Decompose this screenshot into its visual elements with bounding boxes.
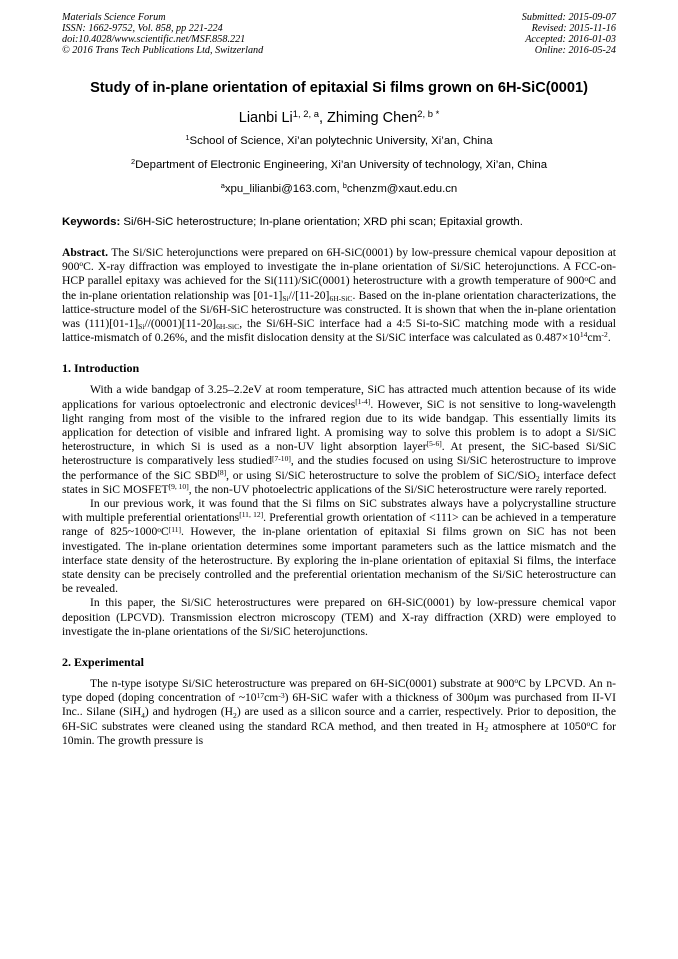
subscript: 6H-SiC — [329, 293, 353, 303]
superscript: -2 — [601, 330, 608, 340]
author-separator: , — [318, 110, 327, 126]
citation: [11, 12] — [239, 510, 264, 520]
paragraph-text: The n-type isotype Si/SiC heterostructure was prepared on 6H-SiC(0001) substrate at 900 — [90, 677, 515, 691]
intro-paragraph — [62, 497, 616, 596]
superscript: 14 — [579, 330, 588, 340]
paragraph-text: . At present, the SiC-based Si/SiC heterostructure is comparatively less studied — [62, 440, 616, 468]
superscript: o — [79, 259, 84, 269]
intro-paragraph: In this paper, the Si/SiC heterostructures were prepared on 6H-SiC(0001) by low-pressure chemical vapor deposition (LPCVD). Transmission electron microscopy (TEM) and X-ray diffraction (XRD) were employed to investigate the in-plane orientations of the Si/SiC heterojunctions. — [62, 596, 616, 638]
author-list — [62, 110, 616, 127]
subscript: Si — [282, 293, 289, 303]
paragraph-text: ) and hydrogen (H — [144, 705, 234, 719]
paragraph-text: With a wide bandgap of 3.25–2.2eV at room temperature, SiC has attracted much attention because of its wide applications for various optoelectronic and electronic devices — [62, 383, 616, 411]
journal-header — [62, 12, 616, 56]
journal-info — [62, 12, 263, 56]
citation: [8] — [217, 467, 227, 477]
date-online: Online: 2016-05-24 — [534, 45, 616, 56]
paragraph-text: In our previous work, it was found that the Si films on SiC substrates always have a polycrystalline structure with multiple preferential orientations — [62, 497, 616, 525]
email-text: xpu_lilianbi@163.com, — [224, 183, 343, 195]
date-revised: Revised: 2015-11-16 — [531, 23, 616, 34]
paragraph-text: . However, the in-plane orientation of epitaxial Si films grown on SiC has not been investigated. The in-plane orientation determines some important parameters such as the lattice mismatch and the interface state density of the heterostructure. By exploring the in-plane orientation of epitaxial Si films, the interface state density can be precisely controlled and the preferential orientation mechanism of the Si/SiC heterostructure can be revealed. — [62, 525, 616, 596]
abstract — [62, 246, 616, 345]
email-marker: b — [342, 181, 347, 191]
abstract-text: C. X-ray diffraction was employed to investigate the in-plane orientation of Si/SiC heterojunctions. A FCC-on-HCP parallel epitaxy was achieved for the Si(111)/SiC(0001) heterostructure with a growth temperature of 900 — [62, 260, 616, 288]
citation: [11] — [168, 524, 182, 534]
abstract-text: . — [607, 331, 611, 345]
keywords-text: Si/6H-SiC heterostructure; In-plane orientation; XRD phi scan; Epitaxial growth. — [120, 216, 523, 228]
abstract-text: C and the in-plane orientation relationship was [01-1] — [62, 274, 617, 302]
paragraph-text: . However, SiC is not sensitive to long-wavelength light ranging from most of the visible to the infrared region due to its wide bandgap. This essentially limits its application for detection of visible and infrared light. A promising way to solve this problem is to adopt a Si/SiC heterostructure, in which Si is used as a non-UV light absorption layer — [62, 397, 616, 454]
author-affiliation-marker: 1, 2, a — [292, 108, 319, 120]
subscript: 2 — [484, 724, 489, 734]
abstract-text: . Based on the in-plane orientation characterizations, the lattice-structure model of the Si/6H-SiC heterostructure was constructed. It is shown that when the in-plane orientation was (111)[01-1] — [62, 288, 616, 331]
paragraph-text: ) 6H-SiC wafer with a thickness of 300μm was purchased from II-VI Inc.. Silane (SiH — [62, 691, 617, 719]
abstract-text: , the Si/6H-SiC interface had a 4:5 Si-to-SiC matching mode with a residual lattice-mismatch of 0.26%, and the misfit dislocation density at the Si/SiC interface was calculated as 0.487×10 — [62, 317, 616, 345]
superscript: o — [514, 676, 519, 686]
section-heading-experimental: 2. Experimental — [62, 655, 144, 670]
paragraph-text: cm — [264, 691, 279, 705]
affiliation — [62, 134, 616, 148]
journal-copyright: © 2016 Trans Tech Publications Ltd, Switzerland — [62, 45, 264, 56]
citation: [7-10] — [272, 453, 291, 463]
subscript: 2 — [535, 473, 540, 483]
superscript: o — [586, 718, 591, 728]
email-marker: a — [220, 181, 225, 191]
superscript: -3 — [278, 690, 285, 700]
affiliation — [62, 158, 616, 172]
author-emails — [62, 182, 616, 196]
superscript: o — [584, 273, 589, 283]
paragraph-text: interface defect states in SiC MOSFET — [62, 468, 616, 496]
paragraph-text: . Preferential growth orientation of <111> can be achieved in a temperature range of 825~1000 — [62, 511, 616, 539]
date-accepted: Accepted: 2016-01-03 — [525, 34, 616, 45]
abstract-label: Abstract. — [62, 246, 109, 259]
author-name: Lianbi Li — [238, 110, 293, 126]
affiliation-text: Department of Electronic Engineering, Xi’an University of technology, Xi’an, China — [135, 159, 548, 171]
abstract-text: The Si/SiC heterojunctions were prepared on 6H-SiC(0001) by low-pressure chemical vapour deposition at 900 — [62, 246, 616, 274]
superscript: o — [157, 524, 162, 534]
journal-name: Materials Science Forum — [62, 12, 166, 23]
affiliation-marker: 1 — [185, 133, 190, 143]
abstract-text: //(0001)[11-20] — [144, 317, 217, 331]
paragraph-text: , and the studies focused on using Si/SiC heterostructure to improve the performance of the SiC SBD — [62, 454, 616, 482]
experimental-paragraph — [62, 677, 616, 748]
paragraph-text: atmosphere at 1050 — [488, 719, 587, 733]
publication-dates — [522, 12, 616, 56]
subscript: 4 — [141, 710, 145, 720]
affiliation-marker: 2 — [130, 157, 136, 167]
superscript: 17 — [256, 690, 265, 700]
citation: [5-6] — [426, 439, 442, 449]
author-name: Zhiming Chen — [327, 110, 418, 126]
date-submitted: Submitted: 2015-09-07 — [521, 12, 616, 23]
paragraph-text: C for 10min. The growth pressure is — [62, 719, 616, 747]
paragraph-text: , the non-UV photoelectric applications of the Si/SiC heterostructure were rarely reported. — [188, 482, 607, 496]
section-heading-introduction: 1. Introduction — [62, 361, 140, 376]
paragraph-text: , or using Si/SiC heterostructure to solve the problem of SiC/SiO — [226, 468, 536, 482]
journal-doi: doi:10.4028/www.scientific.net/MSF.858.221 — [62, 34, 246, 45]
keywords-label: Keywords: — [62, 216, 121, 228]
citation: [1-4] — [355, 396, 371, 406]
paper-title: Study of in-plane orientation of epitaxial Si films grown on 6H-SiC(0001) — [90, 80, 588, 96]
subscript: 2 — [233, 710, 237, 720]
journal-issn: ISSN: 1662-9752, Vol. 858, pp 221-224 — [62, 23, 223, 34]
citation: [9, 10] — [168, 482, 189, 492]
subscript: 6H-SiC — [216, 322, 240, 332]
intro-paragraph — [62, 383, 616, 497]
subscript: Si — [138, 322, 145, 332]
abstract-text: //[11-20] — [288, 288, 330, 302]
paragraph-text: ) are used as a silicon source and a carrier, respectively. Prior to deposition, the 6H-SiC substrates were cleaned using the standard RCA method, and then treated in H — [62, 705, 616, 733]
author-affiliation-marker: 2, b * — [417, 108, 440, 120]
email-text: chenzm@xaut.edu.cn — [346, 183, 458, 195]
keywords — [62, 215, 616, 229]
paragraph-text: C — [161, 525, 169, 539]
paragraph-text: C by LPCVD. An n-type doped (doping concentration of ~10 — [62, 677, 616, 705]
affiliation-text: School of Science, Xi’an polytechnic University, Xi’an, China — [189, 135, 493, 147]
abstract-text: cm — [587, 331, 602, 345]
